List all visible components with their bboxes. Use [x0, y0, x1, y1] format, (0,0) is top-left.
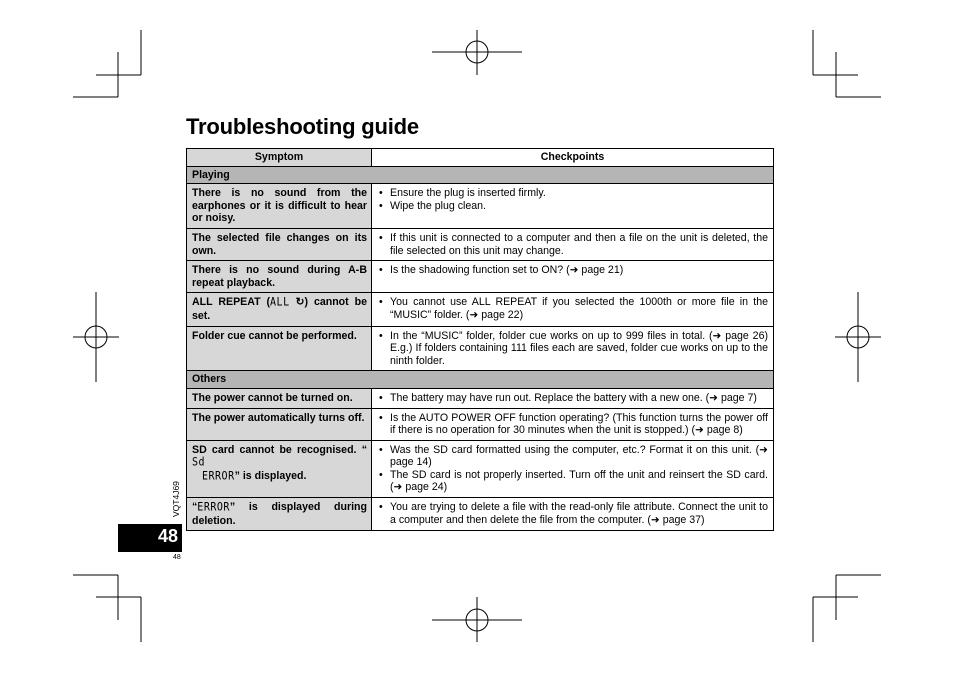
- section-label: Others: [187, 371, 774, 389]
- symptom-cell: SD card cannot be recognised. “Sd ERROR” is displayed.: [187, 440, 372, 497]
- checkpoints-cell: [372, 228, 774, 260]
- troubleshooting-table: [186, 148, 774, 531]
- small-page-number: 48: [173, 554, 181, 561]
- bullet: •: [379, 264, 383, 277]
- repeat-icon: ↻: [295, 296, 305, 309]
- checkpoints-cell: [372, 326, 774, 371]
- checkpoint-item: • If this unit is connected to a computer and then a file on the unit is deleted, the file selected on this unit may change.: [379, 231, 768, 257]
- checkpoint-item: • In the “MUSIC” folder, folder cue works on up to 999 files in total. (➜ page 26) E.g.) If folders containing 111 files each are saved, folder cue works on up to the ninth folder.: [379, 329, 768, 367]
- checkpoint-item: • Is the shadowing function set to ON? (➜ page 21): [379, 264, 624, 277]
- checkpoint-item: • Was the SD card formatted using the computer, etc.? Format it on this unit. (➜ page 14): [379, 443, 768, 469]
- table-row: [187, 408, 774, 440]
- checkpoints-cell: [372, 184, 774, 229]
- table-row: [187, 440, 774, 497]
- table-row: [187, 293, 774, 326]
- section-row-playing: [187, 166, 774, 184]
- symptom-cell: The power cannot be turned on.: [187, 388, 372, 408]
- symptom-cell: The selected file changes on its own.: [187, 228, 372, 260]
- lcd-display-text: ERROR: [202, 469, 235, 483]
- checkpoint-item: • The SD card is not properly inserted. Turn off the unit and reinsert the SD card. (➜ page 24): [379, 468, 768, 494]
- symptom-cell: Folder cue cannot be performed.: [187, 326, 372, 371]
- bullet: •: [379, 391, 383, 404]
- bullet: •: [379, 199, 383, 212]
- page-title: Troubleshooting guide: [186, 114, 419, 139]
- table-row: [187, 184, 774, 229]
- checkpoint-item: • Wipe the plug clean.: [379, 199, 486, 212]
- checkpoints-cell: [372, 388, 774, 408]
- bullet: •: [379, 443, 383, 456]
- table-row: [187, 388, 774, 408]
- bullet: •: [379, 329, 383, 342]
- symptom-cell: There is no sound from the earphones or it is difficult to hear or noisy.: [187, 184, 372, 229]
- table-row: [187, 261, 774, 293]
- symptom-cell: ALL REPEAT (ALL ↻) cannot be set.: [187, 293, 372, 326]
- checkpoints-cell: [372, 440, 774, 497]
- section-label: Playing: [187, 166, 774, 184]
- bullet: •: [379, 411, 383, 424]
- checkpoints-cell: [372, 498, 774, 531]
- table-header-row: [187, 149, 774, 167]
- checkpoint-item: • You cannot use ALL REPEAT if you selected the 1000th or more file in the “MUSIC” folder. (➜ page 22): [379, 296, 768, 321]
- bullet: •: [379, 187, 383, 200]
- page-number: 48: [157, 526, 178, 546]
- bullet: •: [379, 296, 383, 309]
- symptom-cell: The power automatically turns off.: [187, 408, 372, 440]
- page-number-tab: [118, 524, 182, 552]
- bullet: •: [379, 231, 383, 244]
- column-header-checkpoints: Checkpoints: [372, 149, 774, 167]
- table-row: [187, 326, 774, 371]
- checkpoint-item: • The battery may have run out. Replace the battery with a new one. (➜ page 7): [379, 391, 757, 404]
- bullet: •: [379, 468, 383, 481]
- symptom-cell: There is no sound during A-B repeat playback.: [187, 261, 372, 293]
- checkpoint-item: • Ensure the plug is inserted firmly.: [379, 187, 546, 200]
- checkpoints-cell: [372, 261, 774, 293]
- lcd-display-text: ERROR: [197, 501, 230, 514]
- checkpoint-item: • You are trying to delete a file with the read-only file attribute. Connect the unit to a computer and then delete the file from the computer. (➜ page 37): [379, 501, 768, 526]
- checkpoints-cell: [372, 293, 774, 326]
- lcd-display-text: Sd: [192, 456, 206, 469]
- section-row-others: [187, 371, 774, 389]
- model-code: VQT4J69: [171, 481, 181, 517]
- lcd-display-text: ALL: [270, 296, 290, 310]
- checkpoints-cell: [372, 408, 774, 440]
- bullet: •: [379, 501, 383, 514]
- table-row: [187, 498, 774, 531]
- checkpoint-item: • Is the AUTO POWER OFF function operating? (This function turns the power off if there is no operation for 30 minutes when the unit is stopped.) (➜ page 8): [379, 411, 768, 437]
- table-row: [187, 228, 774, 260]
- symptom-cell: “ERROR” is displayed during deletion.: [187, 498, 372, 531]
- column-header-symptom: Symptom: [187, 149, 372, 167]
